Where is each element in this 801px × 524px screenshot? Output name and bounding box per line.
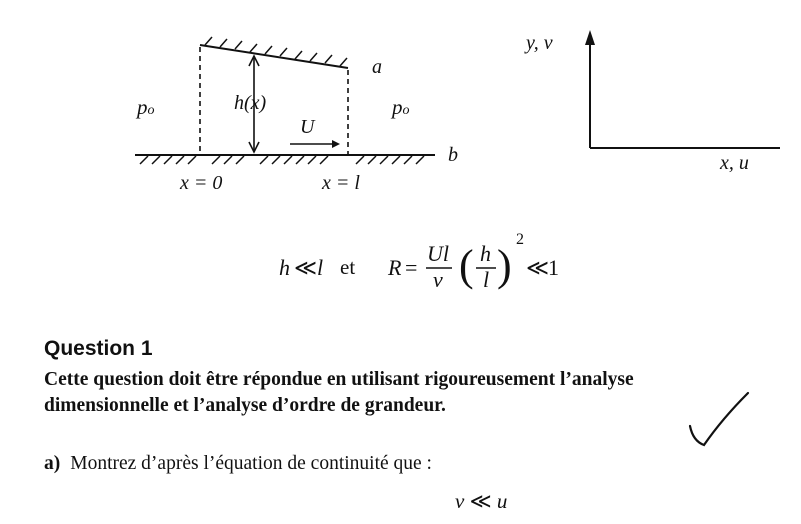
x-l-label: x = l (322, 172, 360, 194)
check-mark-icon (690, 393, 748, 445)
eq-frac-den: ν (433, 267, 443, 292)
label-b: b (448, 144, 458, 166)
top-wall (200, 45, 348, 68)
bottom-wall-hatch (140, 156, 424, 164)
label-a: a (372, 56, 382, 78)
right-paren: ) (497, 241, 512, 290)
height-label: h(x) (234, 92, 267, 114)
x-zero-label: x = 0 (180, 172, 223, 194)
eq-much-less-1: ≪ (294, 255, 318, 280)
part-a (44, 453, 432, 475)
left-paren: ( (459, 241, 474, 290)
question-title: Question 1 (44, 337, 153, 360)
pressure-right: po (392, 95, 410, 119)
x-axis-label: x, u (720, 152, 749, 174)
eq-equals: = (405, 255, 418, 280)
eq-l: l (317, 255, 324, 280)
eq-inner-num: h (480, 241, 491, 266)
eq-inner-den: l (483, 267, 490, 292)
result-relation: v ≪ u (455, 489, 508, 513)
eq-frac-num: Ul (427, 241, 449, 266)
eq-rhs: 1 (548, 255, 559, 280)
pressure-left: po (137, 95, 155, 119)
eq-R: R (388, 255, 402, 280)
eq-h: h (279, 255, 290, 280)
question-line-1: Cette question doit être répondue en utilisant rigoureusement l’analyse (44, 369, 634, 390)
y-axis-label: y, v (526, 32, 553, 54)
eq-exponent: 2 (516, 231, 524, 248)
top-wall-hatch (205, 37, 347, 66)
velocity-label: U (300, 116, 315, 138)
part-a-label: a) (44, 453, 61, 474)
eq-much-less-2: ≪ (526, 255, 550, 280)
part-a-text: Montrez d’après l’équation de continuité que : (70, 453, 432, 474)
eq-et: et (340, 255, 356, 279)
question-line-2: dimensionnelle et l’analyse d’ordre de grandeur. (44, 395, 446, 416)
